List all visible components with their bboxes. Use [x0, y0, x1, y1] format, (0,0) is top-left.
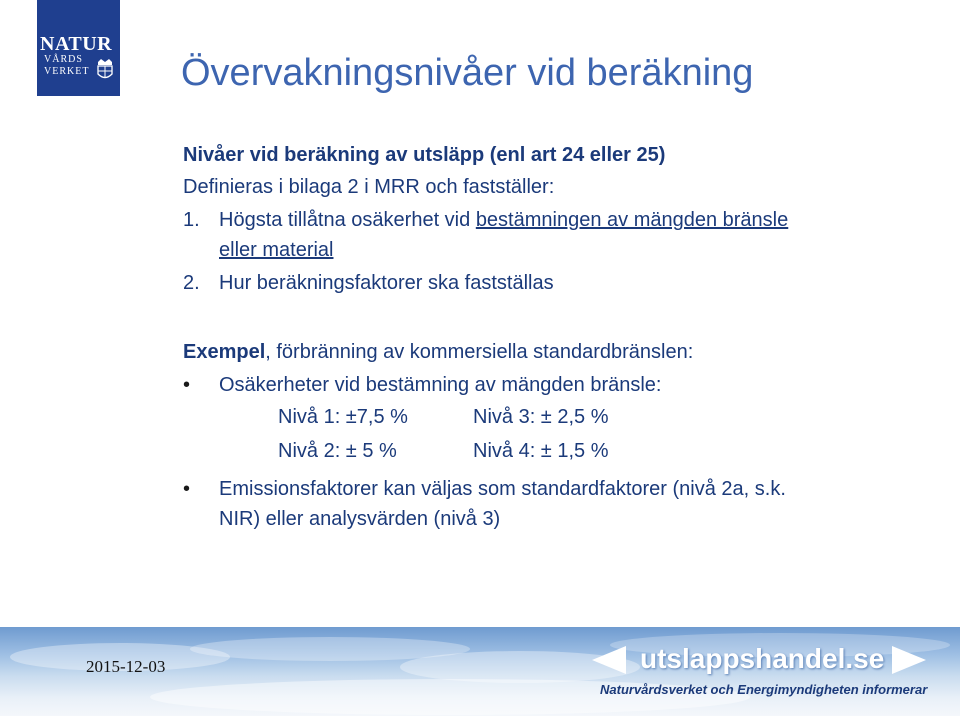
logo-line-3: VERKET	[44, 66, 90, 77]
example-label: Exempel	[183, 341, 266, 363]
item-2-number: 2.	[183, 272, 200, 294]
section1-intro: Definieras i bilaga 2 i MRR och fastställer:	[183, 176, 555, 198]
level-4-text: Nivå 4: ± 1,5 %	[473, 440, 609, 462]
logo-line-2: VÅRDS	[44, 54, 83, 65]
example-heading-rest: , förbränning av kommersiella standardbränslen:	[265, 341, 694, 363]
section1-heading: Nivåer vid beräkning av utsläpp (enl art 24 eller 25)	[183, 144, 666, 166]
slide-title: Övervakningsnivåer vid beräkning	[181, 52, 754, 94]
item-1-text: Högsta tillåtna osäkerhet vid	[219, 209, 476, 231]
item-1-number: 1.	[183, 209, 200, 231]
bullet-1-text: Osäkerheter vid bestämning av mängden bränsle:	[219, 374, 662, 396]
slide-date: 2015-12-03	[86, 657, 166, 676]
logo-line-1: NATUR	[40, 33, 113, 55]
level-2-text: Nivå 2: ± 5 %	[278, 440, 397, 462]
numbered-item-2	[183, 272, 554, 295]
item-1-underlined-link-cont[interactable]: eller material	[219, 239, 334, 261]
section2-heading	[183, 341, 693, 364]
brand-url[interactable]: utslappshandel.se	[640, 643, 885, 674]
level-1-text: Nivå 1: ±7,5 %	[278, 406, 408, 428]
item-1-underlined-link[interactable]: bestämningen av mängden bränsle	[475, 209, 789, 231]
brand-tagline: Naturvårdsverket och Energimyndigheten informerar	[600, 682, 928, 697]
numbered-item-1	[183, 209, 788, 232]
bullet-dot-icon: •	[183, 478, 191, 500]
naturvardsverket-logo	[37, 0, 120, 96]
numbered-item-1-continued	[219, 239, 333, 262]
arrow-right-icon	[892, 646, 926, 674]
arrow-left-icon	[592, 646, 626, 674]
bullet-2-text-line-2: NIR) eller analysvärden (nivå 3)	[219, 508, 501, 530]
bullet-dot-icon: •	[183, 374, 191, 396]
item-2-text: Hur beräkningsfaktorer ska fastställas	[219, 272, 554, 294]
level-3-text: Nivå 3: ± 2,5 %	[473, 406, 609, 428]
crown-crest-icon	[95, 58, 115, 82]
bullet-2-text-line-1: Emissionsfaktorer kan väljas som standardfaktorer (nivå 2a, s.k.	[219, 478, 786, 500]
